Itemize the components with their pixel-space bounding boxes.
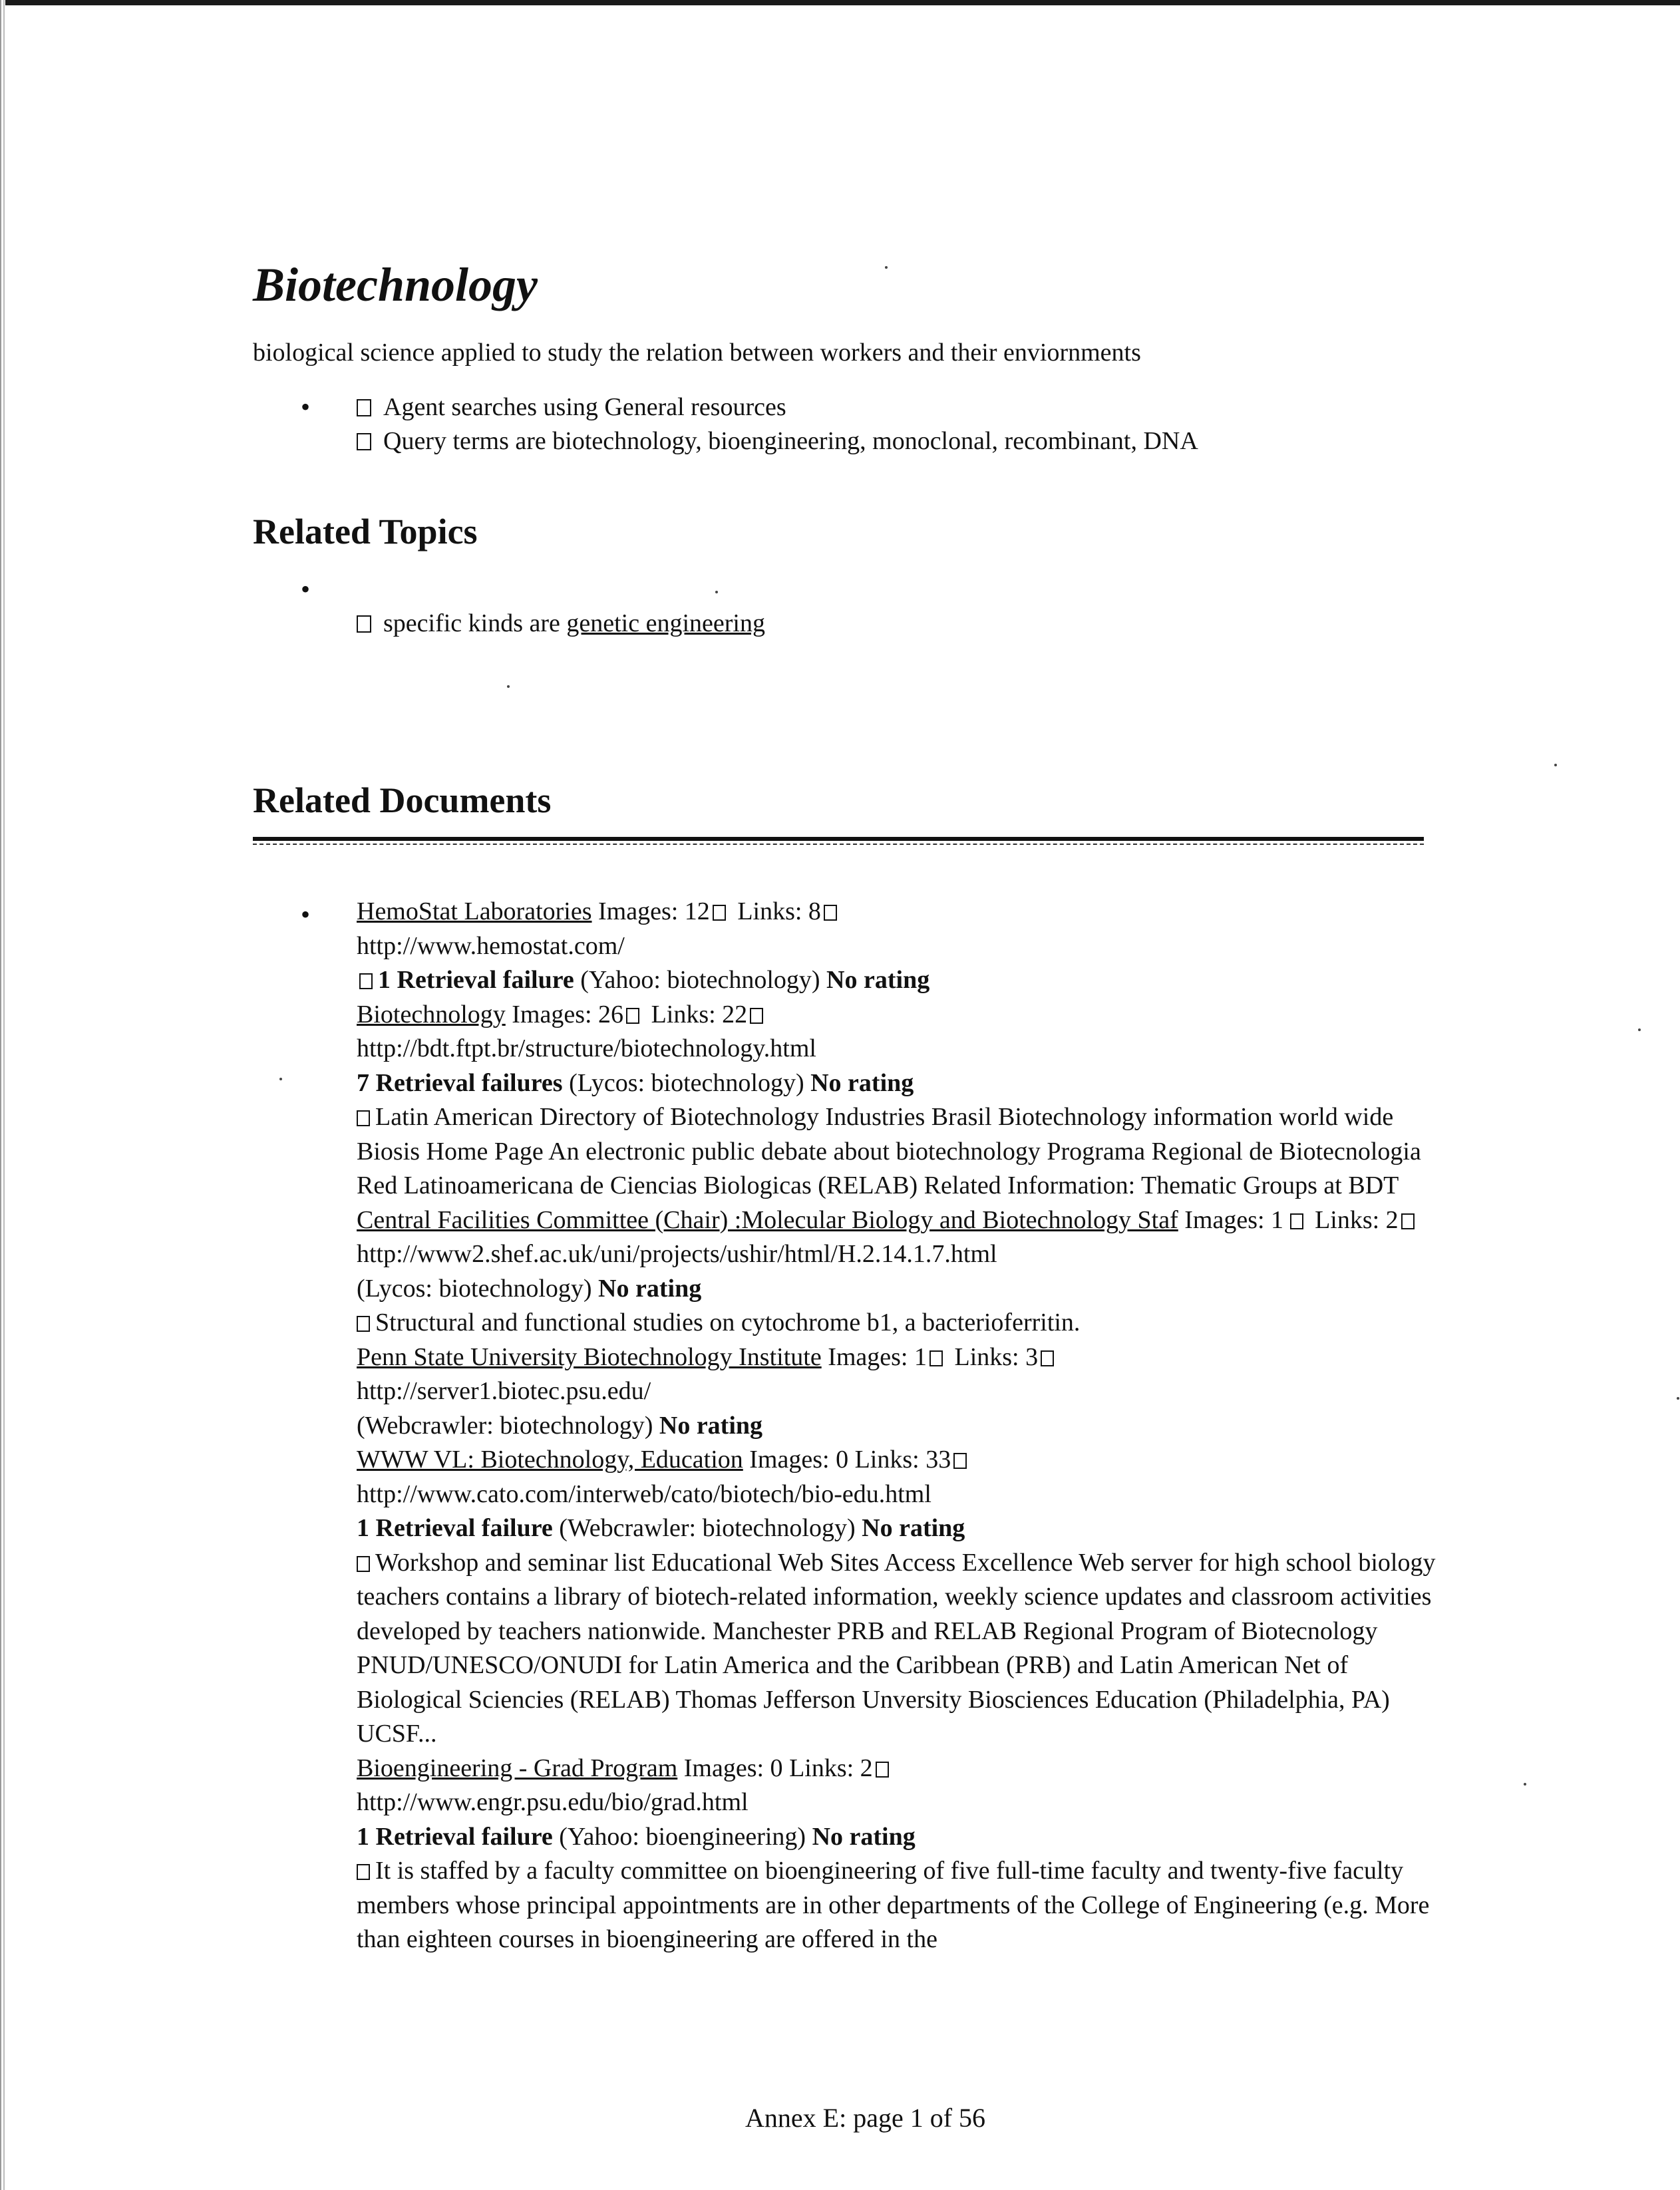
doc-title-line: Biotechnology Images: 26 Links: 22: [357, 998, 1448, 1032]
scan-speck: [1554, 764, 1557, 766]
link-icon[interactable]: [750, 1008, 763, 1024]
checkbox-icon[interactable]: [357, 1316, 370, 1332]
doc-status: 1 Retrieval failure (Webcrawler: biotechnology) No rating: [357, 1514, 965, 1542]
scan-speck: [1524, 1783, 1526, 1786]
section-divider-dashed: [253, 844, 1424, 845]
left-scan-edge: [0, 0, 5, 2190]
page-footer: Annex E: page 1 of 56: [745, 2103, 986, 2133]
doc-link-central-facilities[interactable]: Central Facilities Committee (Chair) :Molecular Biology and Biotechnology Staf: [357, 1205, 1178, 1234]
scan-speck: [715, 591, 718, 593]
scan-speck: [885, 266, 888, 269]
doc-url: http://www.hemostat.com/: [357, 931, 625, 960]
checkbox-icon: [357, 433, 371, 450]
doc-title-line: Bioengineering - Grad Program Images: 0 Links: 2: [357, 1752, 1448, 1786]
checkbox-icon[interactable]: [359, 973, 373, 989]
doc-title-line: Penn State University Biotechnology Institute Images: 1 Links: 3: [357, 1340, 1448, 1375]
doc-url: http://bdt.ftpt.br/structure/biotechnology.html: [357, 1034, 816, 1062]
doc-title-line: WWW VL: Biotechnology, Education Images: 0 Links: 33: [357, 1443, 1448, 1478]
doc-link-biotechnology[interactable]: Biotechnology: [357, 1000, 506, 1028]
checkbox-icon: [357, 399, 371, 416]
doc-link-www-vl[interactable]: WWW VL: Biotechnology, Education: [357, 1446, 743, 1474]
link-icon[interactable]: [953, 1453, 967, 1469]
scan-speck: [1638, 1028, 1641, 1031]
bullet-icon: •: [301, 899, 311, 929]
doc-link-hemostat[interactable]: HemoStat Laboratories: [357, 897, 592, 925]
doc-url: http://www.engr.psu.edu/bio/grad.html: [357, 1788, 749, 1816]
scan-speck: [1677, 1397, 1679, 1400]
page-title: Biotechnology: [253, 258, 538, 311]
doc-url: http://server1.biotec.psu.edu/: [357, 1377, 651, 1405]
doc-url: http://www.cato.com/interweb/cato/biotech/bio-edu.html: [357, 1480, 931, 1508]
doc-summary: It is staffed by a faculty committee on bioengineering of five full-time faculty and twenty-five faculty members whose principal appointments are in other departments of the College of Engineering (e.g. More than eighteen courses in bioengineering are offered in the: [357, 1857, 1430, 1953]
related-topics-heading: Related Topics: [253, 512, 478, 551]
doc-status: 1 Retrieval failure (Yahoo: biotechnology) No rating: [357, 963, 1448, 998]
related-documents-list: [357, 895, 1448, 1957]
bullet-icon: •: [301, 574, 311, 604]
doc-url: http://www2.shef.ac.uk/uni/projects/ushir/html/H.2.14.1.7.html: [357, 1240, 997, 1268]
checkbox-icon[interactable]: [357, 1110, 370, 1126]
intro-item: Query terms are biotechnology, bioengineering, monoclonal, recombinant, DNA: [357, 426, 1198, 457]
doc-summary: Workshop and seminar list Educational Web Sites Access Excellence Web server for high school biology teachers contains a library of biotech-related information, weekly science updates and classroom activities developed by teachers nationwide. Manchester PRB and RELAB Regional Program of Biotecnology PNUD/UNESCO/ONUDI for Latin America and the Caribbean (PRB) and Latin American Net of Biological Sciencies (RELAB) Thomas Jefferson Unversity Biosciences Education (Philadelphia, PA) UCSF...: [357, 1548, 1436, 1748]
doc-status: (Webcrawler: biotechnology) No rating: [357, 1411, 763, 1440]
doc-status: (Lycos: biotechnology) No rating: [357, 1274, 702, 1303]
checkbox-icon: [357, 615, 371, 633]
intro-item: Agent searches using General resources: [357, 392, 786, 423]
doc-status: 7 Retrieval failures (Lycos: biotechnology) No rating: [357, 1068, 914, 1097]
doc-title-line: HemoStat Laboratories Images: 12 Links: 8: [357, 895, 1448, 929]
genetic-engineering-link[interactable]: genetic engineering: [566, 609, 765, 637]
link-icon[interactable]: [824, 905, 837, 921]
doc-link-bioengineering[interactable]: Bioengineering - Grad Program: [357, 1754, 678, 1782]
link-icon[interactable]: [1041, 1350, 1054, 1366]
related-topic-item: specific kinds are genetic engineering: [357, 609, 765, 639]
scan-speck: [507, 685, 510, 688]
doc-link-penn-state[interactable]: Penn State University Biotechnology Institute: [357, 1342, 822, 1371]
section-divider: [253, 837, 1424, 841]
checkbox-icon[interactable]: [357, 1864, 370, 1880]
page-description: biological science applied to study the relation between workers and their enviornments: [253, 339, 1141, 367]
scan-speck: [279, 1078, 282, 1080]
link-icon[interactable]: [1401, 1213, 1415, 1229]
image-icon[interactable]: [626, 1008, 639, 1024]
link-icon[interactable]: [876, 1762, 889, 1778]
doc-status: 1 Retrieval failure (Yahoo: bioengineering) No rating: [357, 1822, 916, 1851]
image-icon[interactable]: [1290, 1213, 1303, 1229]
bullet-icon: •: [301, 392, 311, 422]
doc-title-line: Central Facilities Committee (Chair) :Molecular Biology and Biotechnology Staf Images: 1 Links: 2: [357, 1203, 1448, 1238]
image-icon[interactable]: [713, 905, 726, 921]
top-border: [0, 0, 1680, 5]
doc-summary: Structural and functional studies on cytochrome b1, a bacterioferritin.: [357, 1306, 1448, 1340]
image-icon[interactable]: [929, 1350, 943, 1366]
checkbox-icon[interactable]: [357, 1556, 370, 1572]
related-documents-heading: Related Documents: [253, 780, 552, 820]
doc-summary: Latin American Directory of Biotechnology Industries Brasil Biotechnology information world wide Biosis Home Page An electronic public debate about biotechnology Programa Regional de Biotecnologia Red Latinoamericana de Ciencias Biologicas (RELAB) Related Information: Thematic Groups at BDT: [357, 1103, 1421, 1199]
